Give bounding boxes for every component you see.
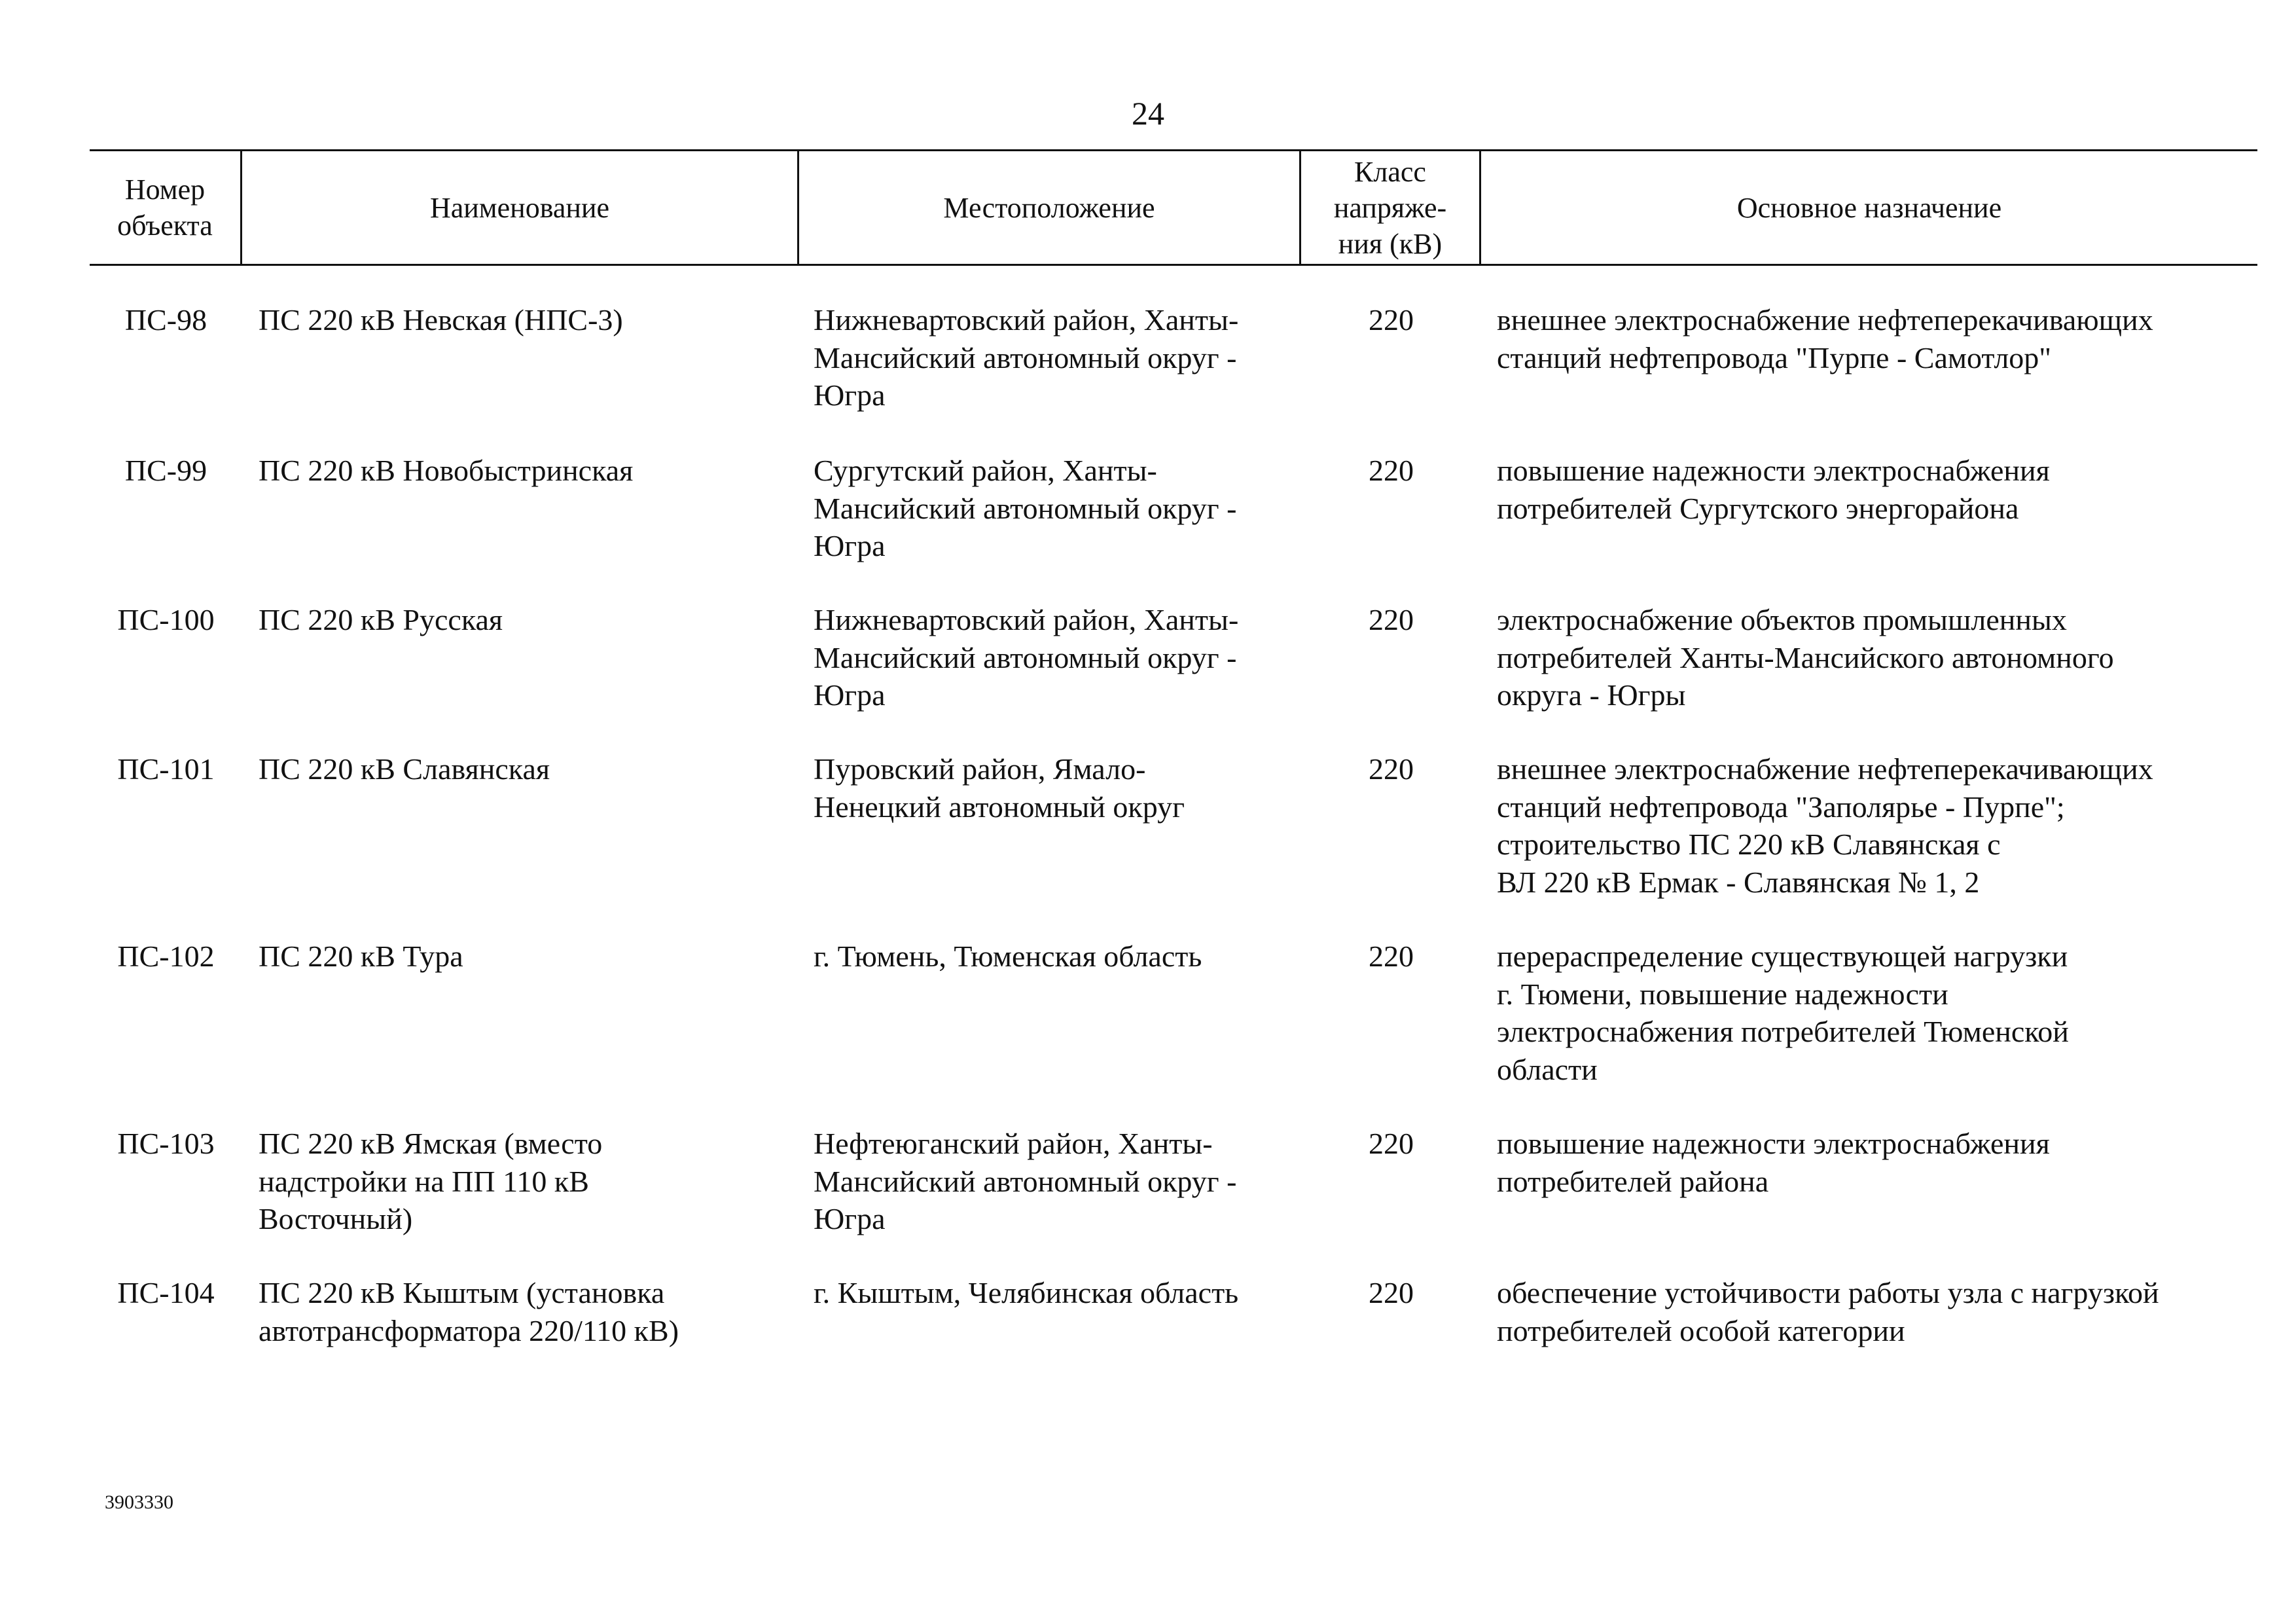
- document-code: 3903330: [105, 1491, 173, 1513]
- object-location: г. Кыштым, Челябинская область: [814, 1276, 1239, 1309]
- voltage-class: 220: [1369, 603, 1414, 636]
- object-purpose: повышение надежности электроснабжения потребителей района: [1497, 1127, 2050, 1198]
- object-location: Нижневартовский район, Ханты- Мансийский автономный округ - Югра: [814, 303, 1239, 412]
- header-voltage-class: Класс напряже- ния (кВ): [1301, 151, 1481, 264]
- header-object-number: Номер объекта: [90, 151, 242, 264]
- object-number: ПС-99: [124, 454, 207, 487]
- table-header: [90, 149, 2257, 266]
- object-name: ПС 220 кВ Славянская: [259, 752, 550, 786]
- object-number: ПС-100: [117, 603, 215, 636]
- object-location: Нефтеюганский район, Ханты- Мансийский автономный округ - Югра: [814, 1127, 1237, 1235]
- object-number: ПС-103: [117, 1127, 215, 1160]
- object-purpose: повышение надежности электроснабжения потребителей Сургутского энергорайона: [1497, 454, 2050, 525]
- object-name: ПС 220 кВ Русская: [259, 603, 503, 636]
- object-name: ПС 220 кВ Новобыстринская: [259, 454, 634, 487]
- voltage-class: 220: [1369, 1127, 1414, 1160]
- object-location: Нижневартовский район, Ханты- Мансийский автономный округ - Югра: [814, 603, 1239, 712]
- object-purpose: внешнее электроснабжение нефтеперекачивающих станций нефтепровода "Пурпе - Самотлор": [1497, 303, 2153, 374]
- header-name: Наименование: [242, 151, 799, 264]
- voltage-class: 220: [1369, 454, 1414, 487]
- object-purpose: обеспечение устойчивости работы узла с нагрузкой потребителей особой категории: [1497, 1276, 2159, 1347]
- object-location: Сургутский район, Ханты- Мансийский автономный округ - Югра: [814, 454, 1237, 562]
- header-purpose: Основное назначение: [1736, 191, 2002, 224]
- object-name: ПС 220 кВ Кыштым (установка автотрансформатора 220/110 кВ): [259, 1276, 679, 1347]
- header-location: Местоположение: [799, 151, 1301, 264]
- voltage-class: 220: [1369, 1276, 1414, 1309]
- object-location: Пуровский район, Ямало- Ненецкий автономный округ: [814, 752, 1185, 824]
- voltage-class: 220: [1369, 752, 1414, 786]
- page-number: 24: [1132, 95, 1164, 132]
- voltage-class: 220: [1369, 939, 1414, 973]
- object-purpose: внешнее электроснабжение нефтеперекачивающих станций нефтепровода "Заполярье - Пурпе"; строительство ПС 220 кВ Славянская с ВЛ 220 кВ Ермак - Славянская № 1, 2: [1497, 752, 2153, 899]
- object-number: ПС-104: [117, 1276, 215, 1309]
- object-purpose: электроснабжение объектов промышленных потребителей Ханты-Мансийского автономного округа - Югры: [1497, 603, 2114, 712]
- object-purpose: перераспределение существующей нагрузки г. Тюмени, повышение надежности электроснабжения потребителей Тюменской области: [1497, 939, 2069, 1086]
- object-name: ПС 220 кВ Невская (НПС-3): [259, 303, 623, 337]
- object-name: ПС 220 кВ Тура: [259, 939, 463, 973]
- object-number: ПС-98: [124, 303, 207, 337]
- object-name: ПС 220 кВ Ямская (вместо надстройки на ПП 110 кВ Восточный): [259, 1127, 603, 1235]
- object-number: ПС-101: [117, 752, 215, 786]
- voltage-class: 220: [1369, 303, 1414, 337]
- object-location: г. Тюмень, Тюменская область: [814, 939, 1202, 973]
- object-number: ПС-102: [117, 939, 215, 973]
